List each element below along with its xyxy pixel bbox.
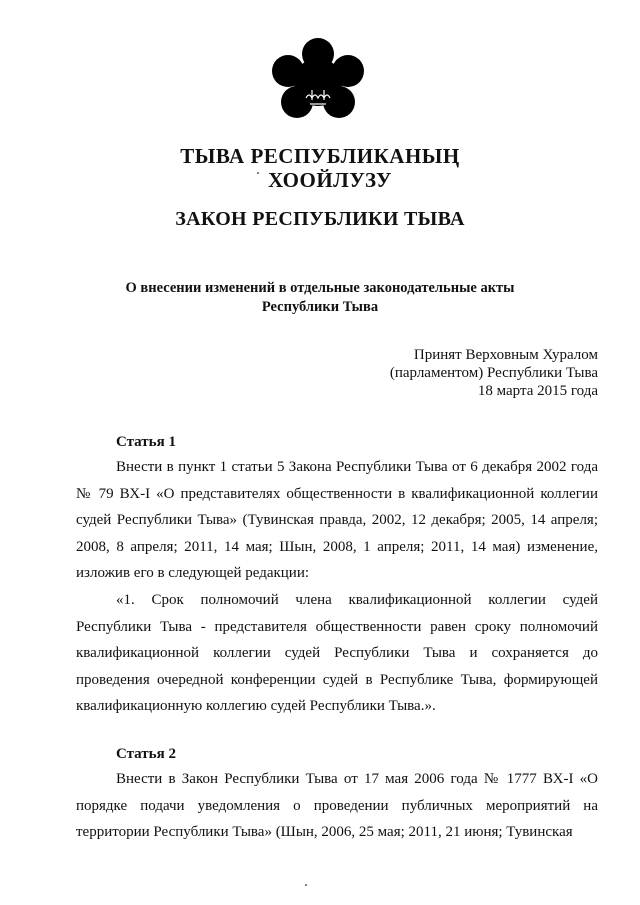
emblem-icon [270, 38, 366, 124]
article-2-paragraph-1: Внести в Закон Республики Тыва от 17 мая 2006 года № 1777 ВХ-I «О порядке подачи уведомления о проведении публичных мероприятий на территории Республики Тыва» (Шын, 2006, 25 мая; 2011, 21 июня; Тувинская [76, 771, 598, 840]
adoption-note [390, 346, 598, 400]
law-title: ЗАКОН РЕСПУБЛИКИ ТЫВА [175, 208, 465, 230]
adoption-line2: (парламентом) Республики Тыва [389, 365, 598, 381]
article-1-paragraph-2: «1. Срок полномочий члена квалификационной коллегии судей Республики Тыва - представителя общественности равен сроку полномочий квалификационной коллегии судей Республики Тыва и сохраняется до проведения очередной конференции судей в Республике Тыва, формирующей квалификационную коллегию судей Республики Тыва.». [76, 592, 598, 714]
article-1-title: Статья 1 [116, 434, 176, 450]
adoption-date: 18 марта 2015 года [477, 383, 598, 399]
scan-speck [257, 172, 259, 174]
tuvan-title-line1: ТЫВА РЕСПУБЛИКАНЫҢ [180, 144, 460, 168]
article-1-paragraph-1: Внести в пункт 1 статьи 5 Закона Республики Тыва от 6 декабря 2002 года № 79 ВХ-I «О представителях общественности в квалификационной коллегии судей Республики Тыва» (Тувинская правда, 2002, 12 декабря; 2005, 14 апреля; 2008, 8 апреля; 2011, 14 мая; Шын, 2008, 1 апреля; 2011, 14 мая) изменение, изложив его в следующей редакции: [76, 459, 598, 581]
law-subject-line2: Республики Тыва [261, 299, 379, 315]
law-subject-line1: О внесении изменений в отдельные законодательные акты [125, 280, 515, 296]
scan-speck [305, 884, 307, 886]
article-2-title: Статья 2 [116, 746, 176, 762]
law-subject [0, 279, 640, 317]
adoption-line1: Принят Верховным Хуралом [413, 347, 598, 363]
tuvan-title-line2: ХООЙЛУЗУ [268, 168, 392, 192]
